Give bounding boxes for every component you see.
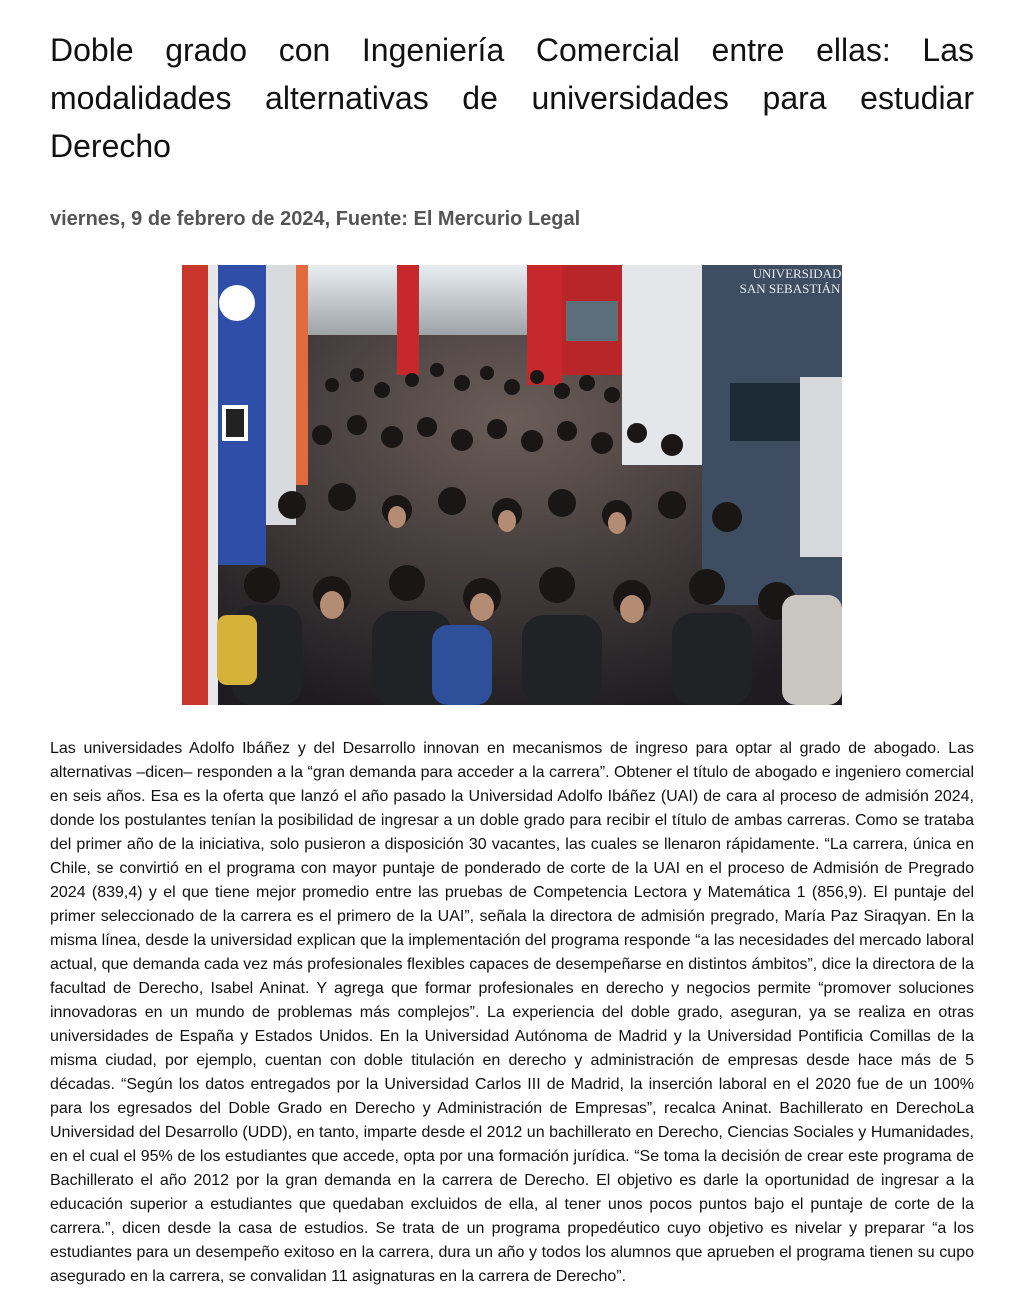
article-meta: viernes, 9 de febrero de 2024, Fuente: El Mercurio Legal xyxy=(50,208,581,230)
article-photo xyxy=(182,265,842,705)
article-body: Las universidades Adolfo Ibáñez y del Desarrollo innovan en mecanismos de ingreso para optar al grado de abogado. Las alternativas –dicen– responden a la “gran demanda para acceder a la carrera”. Obtener el título de abogado e ingeniero comercial en seis años. Esa es la oferta que lanzó el año pasado la Universidad Adolfo Ibáñez (UAI) de cara al proceso de admisión 2024, donde los postulantes tenían la posibilidad de ingresar a un doble grado para recibir el título de ambas carreras. Como se trataba del primer año de la iniciativa, solo pusieron a disposición 30 vacantes, las cuales se llenaron rápidamente. “La carrera, única en Chile, se convirtió en el programa con mayor puntaje de ponderado de corte de la UAI en el proceso de Admisión de Pregrado 2024 (839,4) y el que tiene mejor promedio entre las pruebas de Competencia Lectora y Matemática 1 (856,9). El puntaje del primer seleccionado de la carrera es el primero de la UAI”, señala la directora de admisión pregrado, María Paz Siraqyan. En la misma línea, desde la universidad explican que la implementación del programa responde “a las necesidades del mercado laboral actual, que demanda cada vez más profesionales flexibles capaces de desempeñarse en distintos ámbitos”, dice la directora de la facultad de Derecho, Isabel Aninat. Y agrega que formar profesionales en derecho y negocios permite “promover soluciones innovadoras en un mundo de problemas más complejos”. La experiencia del doble grado, aseguran, ya se realiza en otras universidades de España y Estados Unidos. En la Universidad Autónoma de Madrid y la Universidad Pontificia Comillas de la misma ciudad, por ejemplo, cuentan con doble titulación en derecho y administración de empresas desde hace más de 5 décadas. “Según los datos entregados por la Universidad Carlos III de Madrid, la inserción laboral en el 2020 fue de un 100% para los egresados del Doble Grado en Derecho y Administración de Empresas”, recalca Aninat. Bachillerato en DerechoLa Universidad del Desarrollo (UDD), en tanto, imparte desde el 2012 un bachillerato en Derecho, Ciencias Sociales y Humanidades, en el cual el 95% de los estudiantes que accede, opta por una formación jurídica. “Se toma la decisión de crear este programa de Bachillerato el año 2012 por la gran demanda en la carrera de Derecho. El objetivo es darle la oportunidad de ingresar a la educación superior a estudiantes que quedaban excluidos de ella, al tener unos pocos puntos bajo el puntaje de corte de la carrera.”, dicen desde la casa de estudios. Se trata de un programa propedéutico cuyo objetivo es nivelar y preparar “a los estudiantes para un desempeño exitoso en la carrera, dura un año y todos los alumnos que aprueben el programa tienen su cupo asegurado en la carrera, se convalidan 11 asignaturas en la carrera de Derecho”. xyxy=(50,740,974,1285)
sign-text-line2: SAN SEBASTIÁN xyxy=(739,281,841,296)
article-title: Doble grado con Ingeniería Comercial entre ellas: Las modalidades alternativas de universidades para estudiar Derecho xyxy=(50,32,974,164)
sign-text-line1: UNIVERSIDAD xyxy=(752,266,842,281)
crowd-photo-illustration xyxy=(182,265,842,705)
